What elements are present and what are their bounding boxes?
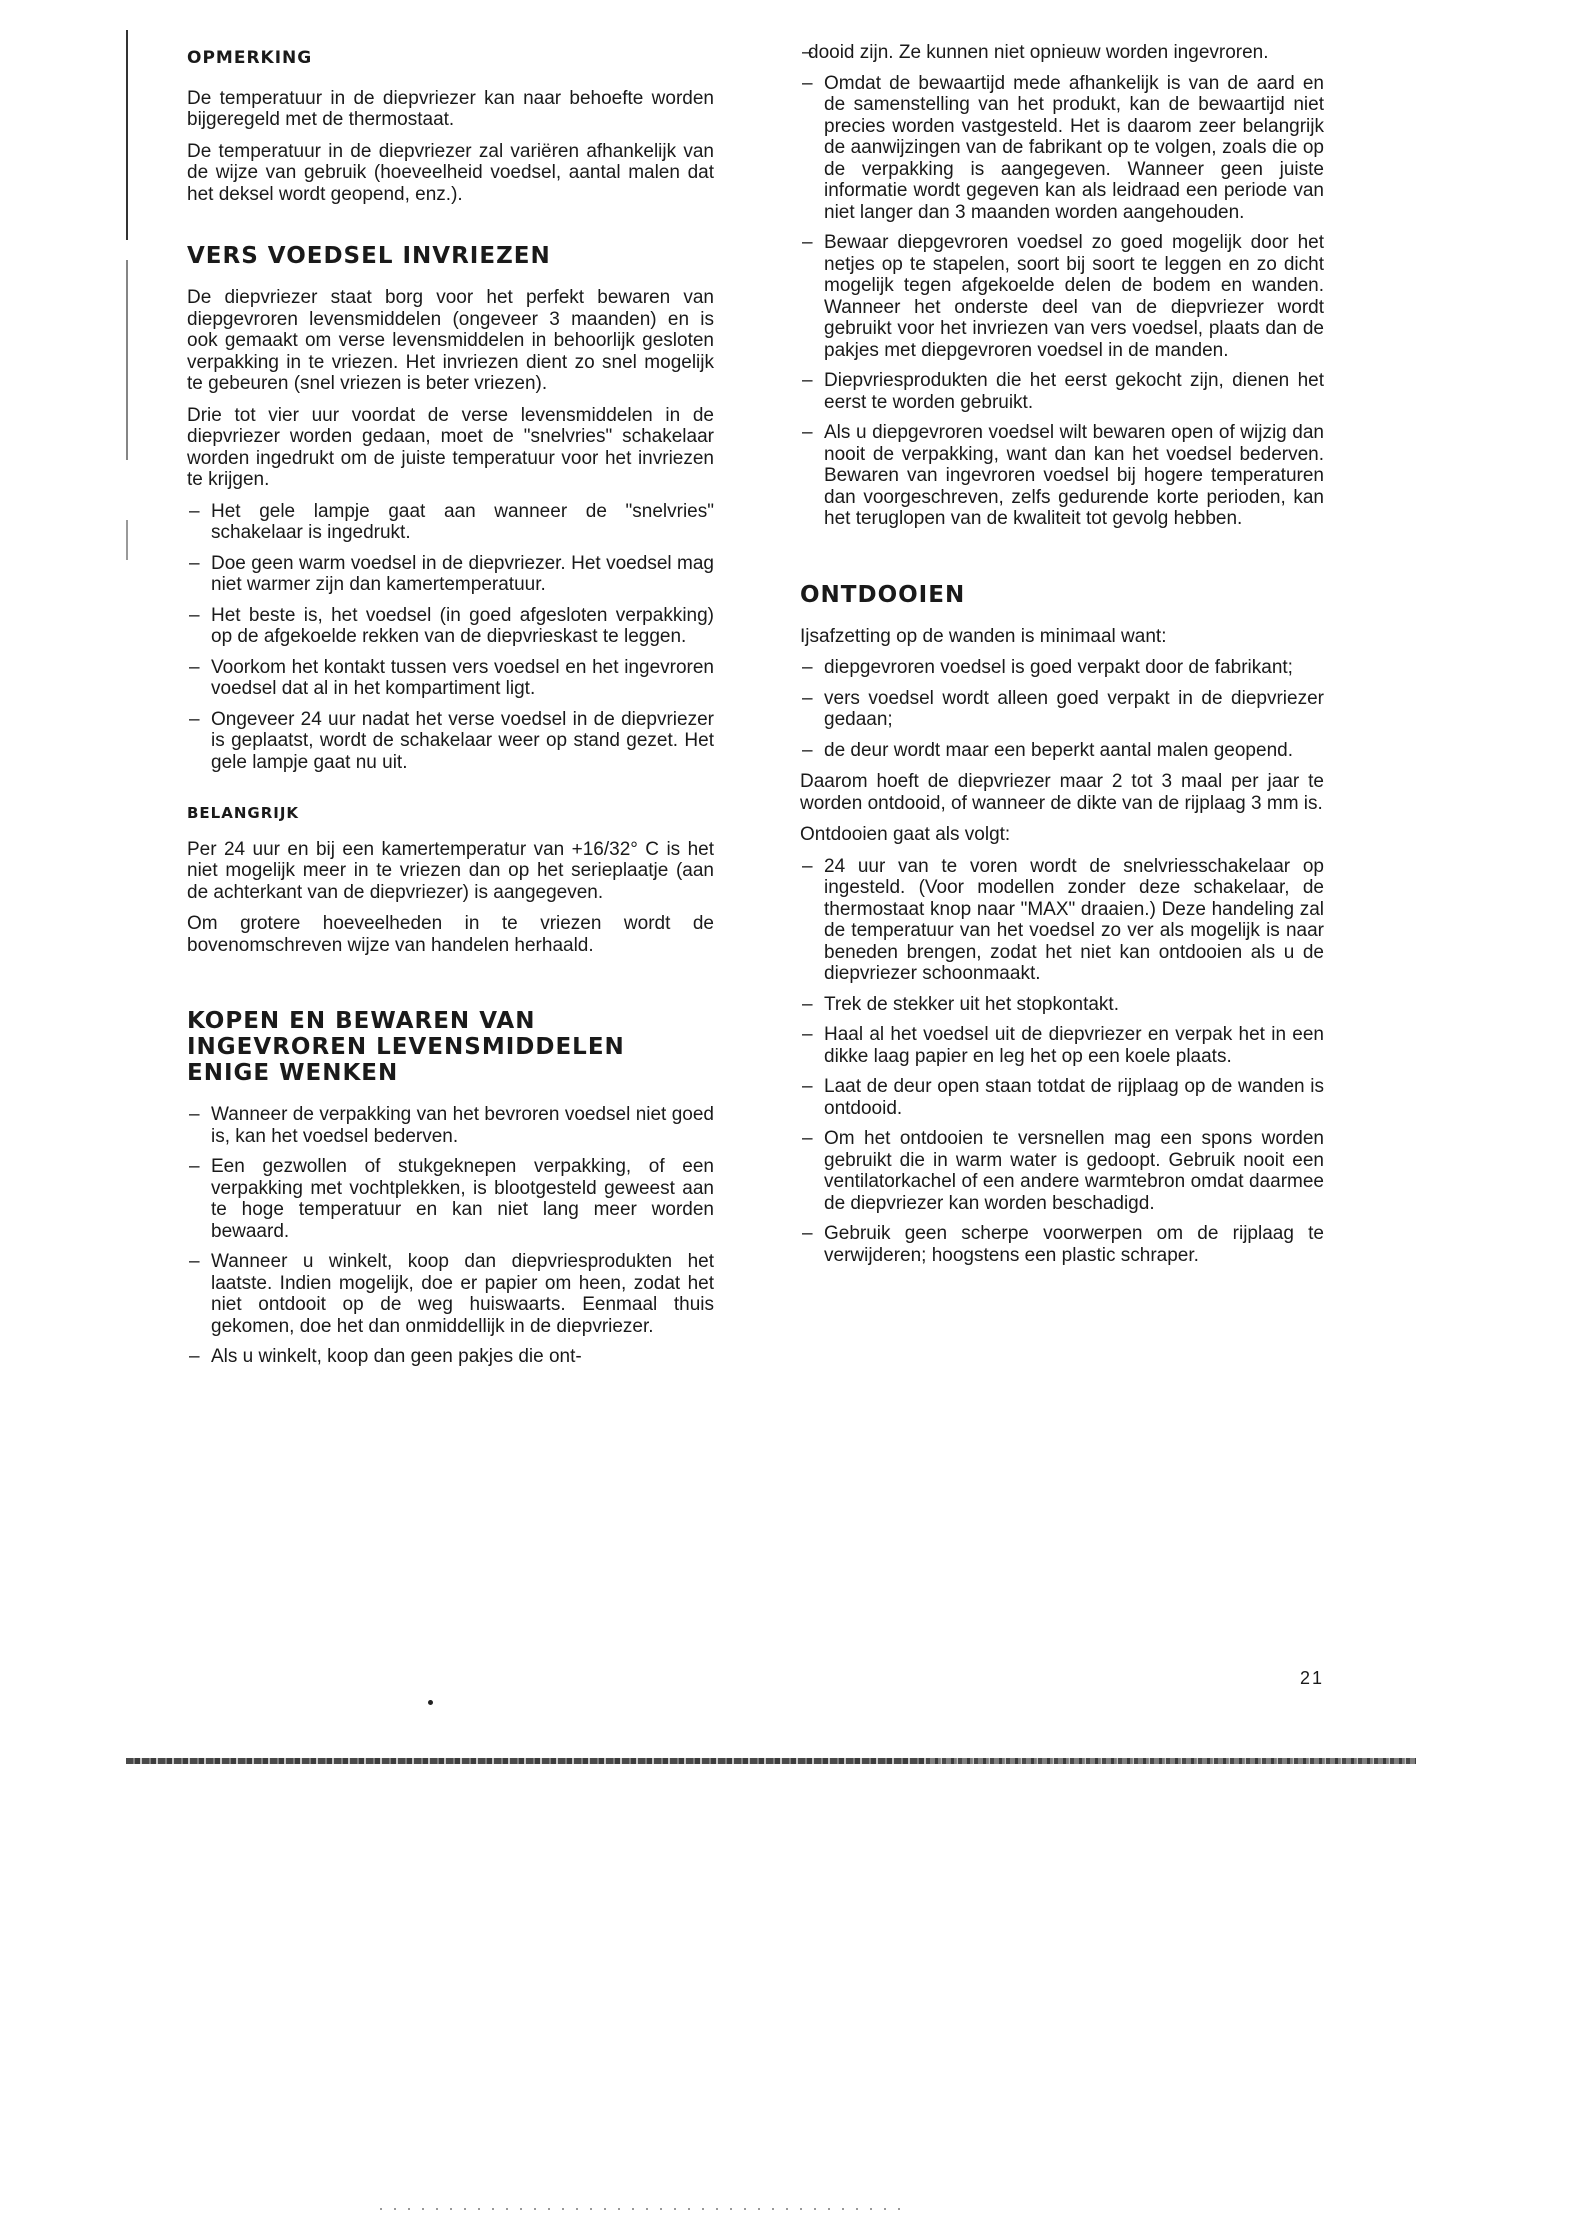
ontdooien-reasons: [800, 657, 1324, 761]
list-item: – Een gezwollen of stukgeknepen verpakking, of een verpakking met vochtplekken, is blootgesteld geweest aan te hoge temperatuur en kan niet lang meer worden bewaard.: [187, 1156, 714, 1242]
scan-margin-line: [126, 520, 128, 560]
list-item: – diepgevroren voedsel is goed verpakt door de fabrikant;: [800, 657, 1324, 679]
list-item: – Wanneer de verpakking van het bevroren voedsel niet goed is, kan het voedsel bederven.: [187, 1104, 714, 1147]
opmerking-paragraph: De temperatuur in de diepvriezer kan naar behoefte worden bijgeregeld met de thermostaat.: [187, 87, 714, 130]
list-item: – Omdat de bewaartijd mede afhankelijk is van de aard en de samenstelling van het produkt, kan de bewaartijd niet precies worden vastgesteld. Het is daarom zeer belangrijk de aanwijzingen van de fabrikant op te volgen, zoals die op de verpakking is aangegeven. Wanneer geen juiste informatie wordt gegeven kan als leidraad een periode van niet langer dan 3 maanden worden aangehouden.: [800, 73, 1324, 224]
list-item: – Doe geen warm voedsel in de diepvriezer. Het voedsel mag niet warmer zijn dan kamertemperatuur.: [187, 553, 714, 596]
list-item: – Voorkom het kontakt tussen vers voedsel en het ingevroren voedsel dat al in het kompartiment ligt.: [187, 657, 714, 700]
list-item: – de deur wordt maar een beperkt aantal malen geopend.: [800, 740, 1324, 762]
belangrijk-heading: BELANGRIJK: [187, 804, 300, 822]
list-item: – Laat de deur open staan totdat de rijplaag op de wanden is ontdooid.: [800, 1076, 1324, 1119]
list-item: – Als u winkelt, koop dan geen pakjes die ont-: [187, 1346, 714, 1368]
scan-margin-line: [126, 30, 128, 240]
list-item: – Gebruik geen scherpe voorwerpen om de rijplaag te verwijderen; hoogstens een plastic schraper.: [800, 1223, 1324, 1266]
bewaren-list: [800, 42, 1324, 530]
kopen-heading-line: KOPEN EN BEWAREN VAN: [187, 1008, 536, 1034]
ontdooien-paragraph: Ontdooien gaat als volgt:: [800, 824, 1011, 845]
scan-speck: [428, 1700, 433, 1705]
list-item: – Het beste is, het voedsel (in goed afgesloten verpakking) op de afgekoelde rekken van de diepvrieskast te leggen.: [187, 605, 714, 648]
ontdooien-intro: Ijsafzetting op de wanden is minimaal want:: [800, 625, 1167, 647]
list-item: – Bewaar diepgevroren voedsel zo goed mogelijk door het netjes op te stapelen, soort bij soort te leggen en zo dicht mogelijk tegen afgekoelde delen de bodem en wanden. Wanneer het onderste deel van de diepvriezer wordt gebruikt voor het invriezen van vers voedsel, plaats dan de pakjes met diepgevroren voedsel in de manden.: [800, 232, 1324, 361]
list-item: – Als u diepgevroren voedsel wilt bewaren open of wijzig dan nooit de verpakking, want dan kan het voedsel bederven. Bewaren van ingevroren voedsel bij hogere temperaturen dan voorgeschreven, zelfs gedurende korte perioden, kan het teruglopen van de kwaliteit tot gevolg hebben.: [800, 422, 1324, 530]
belangrijk-paragraph: Per 24 uur en bij een kamertemperatur van +16/32° C is het niet mogelijk meer in te vriezen dan op het serieplaatje (aan de achterkant van de diepvriezer) is aangegeven.: [187, 838, 714, 903]
list-item: – Om het ontdooien te versnellen mag een spons worden gebruikt die in warm water is gedoopt. Gebruik nooit een ventilatorkachel of een andere warmtebron omdat daarmee de diepvriezer kan worden beschadigd.: [800, 1128, 1324, 1214]
ontdooien-paragraph: Daarom hoeft de diepvriezer maar 2 tot 3 maal per jaar te worden ontdooid, of wanneer de dikte van de rijplaag 3 mm is.: [800, 771, 1324, 814]
opmerking-paragraph: De temperatuur in de diepvriezer zal variëren afhankelijk van de wijze van gebruik (hoeveelheid voedsel, aantal malen dat het deksel wordt geopend, enz.).: [187, 140, 714, 205]
kopen-heading-line: INGEVRORЕN LEVENSMIDDELEN: [187, 1034, 625, 1060]
vers-paragraph: De diepvriezer staat borg voor het perfekt bewaren van diepgevroren levensmiddelen (ongeveer 3 maanden) en is ook gemaakt om verse levensmiddelen in behoorlijk gesloten verpakking in te vriezen. Het invriezen dient zo snel mogelijk te gebeuren (snel vriezen is beter vriezen).: [187, 287, 714, 394]
opmerking-heading: OPMERKING: [187, 48, 313, 68]
scan-margin-line: [126, 260, 128, 460]
list-item: – 24 uur van te voren wordt de snelvriesschakelaar op ingesteld. (Voor modellen zonder deze schakelaar, de thermostaat knop naar "MAX" draaien.) Deze handeling zal de temperatuur van het voedsel zo ver als mogelijk is naar beneden brengen, zodat het niet kan ontdooien als u de diepvriezer schoonmaakt.: [800, 856, 1324, 985]
vers-voedsel-heading: VERS VOEDSEL INVRIEZEN: [187, 243, 551, 269]
belangrijk-paragraph: Om grotere hoeveelheden in te vriezen wordt de bovenomschreven wijze van handelen herhaald.: [187, 913, 714, 956]
ontdooien-heading: ONTDOOIEN: [800, 581, 966, 608]
list-item: – Haal al het voedsel uit de diepvriezer en verpak het in een dikke laag papier en leg het op een koele plaats.: [800, 1024, 1324, 1067]
vers-list: [187, 501, 714, 774]
kopen-heading-line: ENIGE WENKEN: [187, 1060, 399, 1086]
list-item: – Wanneer u winkelt, koop dan diepvriesprodukten het laatste. Indien mogelijk, doe er papier om heen, zodat het niet ontdooit op de weg huiswaarts. Eenmaal thuis gekomen, doe het dan onmiddellijk in de diepvriezer.: [187, 1251, 714, 1337]
left-column: [187, 42, 714, 1378]
ontdooien-steps: [800, 856, 1324, 1267]
vers-paragraph: Drie tot vier uur voordat de verse levensmiddelen in de diepvriezer worden gedaan, moet de "snelvries" schakelaar worden ingedrukt om de juiste temperatuur voor het invriezen te krijgen.: [187, 404, 714, 490]
kopen-list: [187, 1104, 714, 1368]
scan-artifact-line-faded: [930, 1758, 1416, 1764]
list-item: – Ongeveer 24 uur nadat het verse voedsel in de diepvriezer is geplaatst, wordt de schakelaar weer op stand gezet. Het gele lampje gaat nu uit.: [187, 709, 714, 774]
kopen-heading: [187, 1008, 714, 1086]
list-item-continuation: – dooid zijn. Ze kunnen niet opnieuw worden ingevroren.: [800, 42, 1324, 64]
page-number: 21: [1300, 1668, 1325, 1688]
list-item: – Het gele lampje gaat aan wanneer de "snelvries" schakelaar is ingedrukt.: [187, 501, 714, 544]
list-item: – vers voedsel wordt alleen goed verpakt in de diepvriezer gedaan;: [800, 688, 1324, 731]
list-item: – Trek de stekker uit het stopkontakt.: [800, 994, 1324, 1016]
list-item: – Diepvriesprodukten die het eerst gekocht zijn, dienen het eerst te worden gebruikt.: [800, 370, 1324, 413]
right-column: [800, 42, 1324, 1276]
scan-bottom-noise: [380, 2208, 900, 2210]
